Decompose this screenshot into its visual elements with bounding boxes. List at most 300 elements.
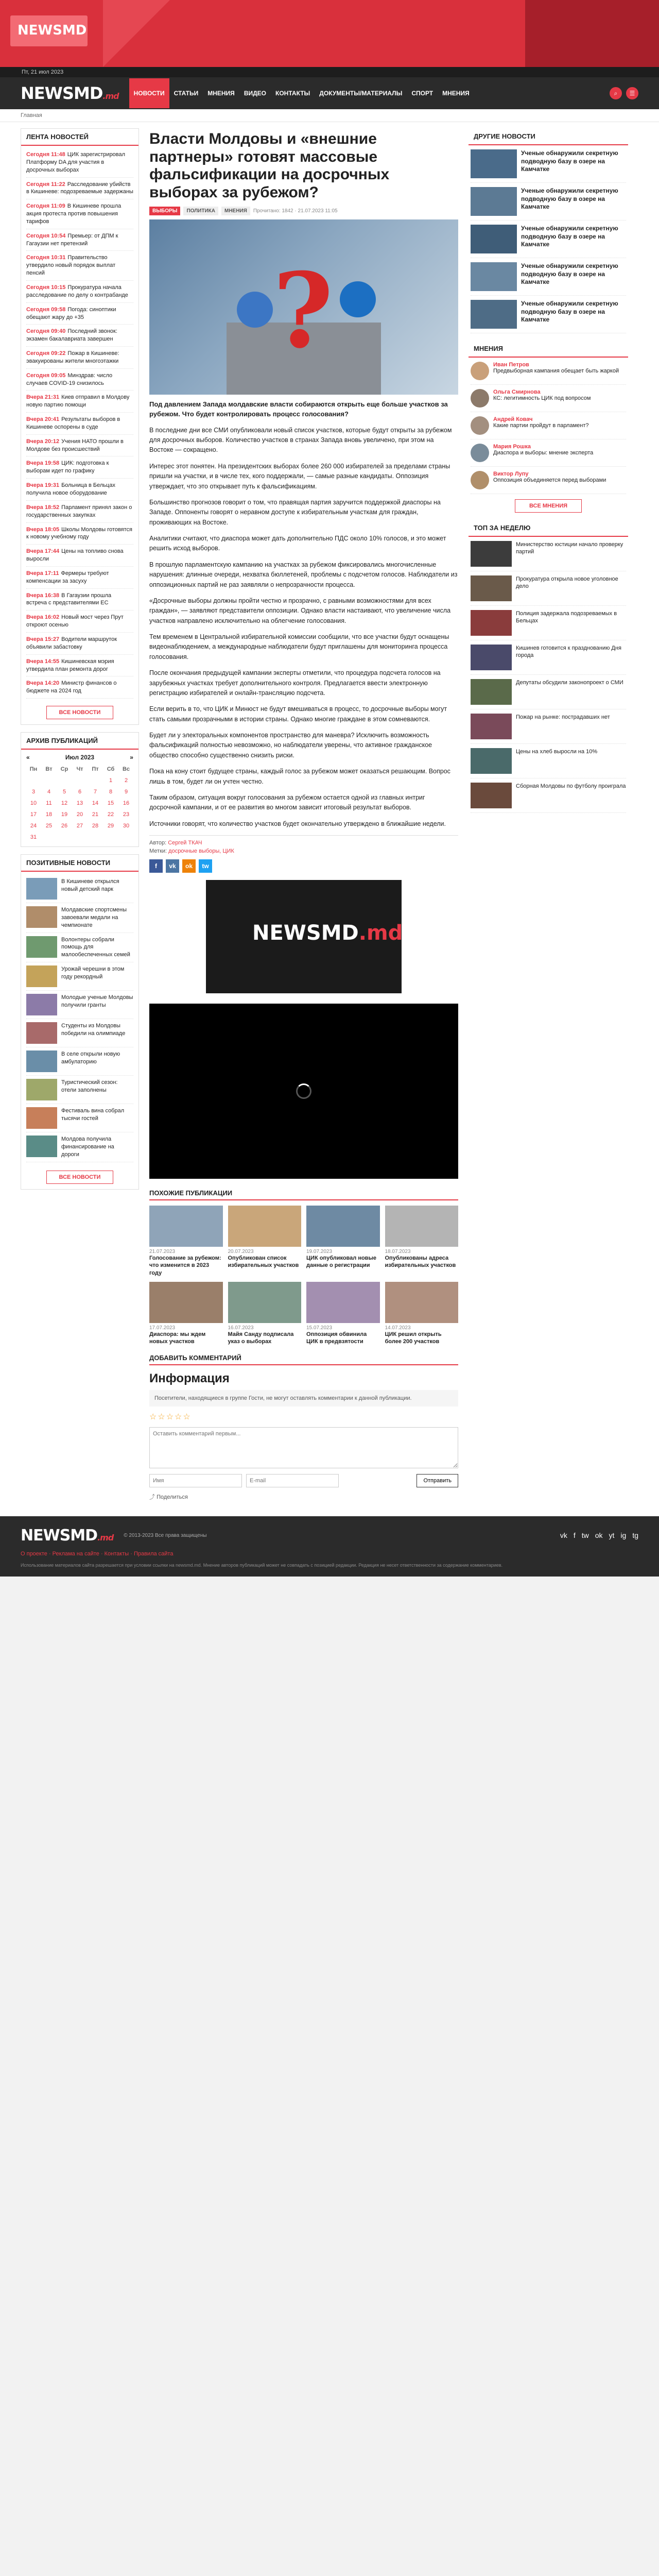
calendar-weekday: Сб <box>107 766 115 773</box>
news-time: Вчера 14:20 <box>26 680 60 687</box>
news-thumbnail <box>26 1107 57 1129</box>
date-bar <box>0 67 659 77</box>
list-item[interactable] <box>471 258 626 296</box>
article-tag[interactable]: ВЫБОРЫ <box>149 207 180 215</box>
news-headline: Результаты выборов в Кишиневе оспорены в суде <box>26 416 120 430</box>
news-headline: В Кишиневе прошла акция протеста против повышения тарифов <box>26 203 122 225</box>
nav-item[interactable]: НОВОСТИ <box>129 78 169 108</box>
calendar-blank <box>26 775 41 786</box>
opinion-text <box>493 444 593 462</box>
related-title-text: ЦИК решил открыть более 200 участков <box>385 1331 442 1345</box>
list-item[interactable] <box>26 1047 133 1076</box>
list-item[interactable] <box>471 145 626 183</box>
tags-label: Метки: <box>149 848 167 855</box>
news-headline: Ученые обнаружили секретную подводную базу в озере на Камчатке <box>521 149 618 173</box>
related-title-text: Голосование за рубежом: что изменится в 2023 году <box>149 1255 221 1276</box>
f-icon[interactable]: f <box>573 1531 576 1540</box>
opinion-text <box>493 362 619 380</box>
article-paragraph: В прошлую парламентскую кампанию на участках за рубежом фиксировались многочисленные нарушения: длинные очереди, нехватка бюллетеней, проблемы с подсчетом голосов. Наблюдатели из оппозиционных партий не раз заявляли о непрозрачности процесса. <box>149 561 458 588</box>
calendar-day[interactable]: 9 <box>124 789 128 795</box>
calendar-day[interactable]: 18 <box>45 811 53 818</box>
search-icon[interactable]: ⌕ <box>610 87 622 99</box>
list-item[interactable] <box>471 358 626 385</box>
news-thumbnail <box>471 748 512 774</box>
calendar-next-button[interactable]: » <box>130 754 133 761</box>
calendar-day[interactable]: 29 <box>107 823 114 829</box>
calendar-grid <box>26 764 133 842</box>
top-banner[interactable] <box>0 0 659 67</box>
menu-icon[interactable]: ☰ <box>626 87 638 99</box>
list-item[interactable] <box>26 501 133 523</box>
calendar-day[interactable]: 12 <box>61 800 68 807</box>
news-thumbnail <box>471 187 517 216</box>
footer-links[interactable]: О проекте · Реклама на сайте · Контакты · Правила сайта <box>21 1550 174 1557</box>
add-comment-title: ДОБАВИТЬ КОММЕНТАРИЙ <box>149 1354 458 1365</box>
related-thumbnail <box>385 1282 459 1323</box>
list-item[interactable] <box>26 523 133 545</box>
opinion-author: Андрей Ковач <box>493 416 533 422</box>
list-item[interactable] <box>26 391 133 413</box>
all-news-button[interactable]: ВСЕ НОВОСТИ <box>46 706 113 719</box>
calendar-day[interactable]: 2 <box>124 777 128 784</box>
related-title-text: Диаспора: мы ждем новых участков <box>149 1331 206 1345</box>
news-headline: Правительство утвердило новый порядок выплат пенсий <box>26 255 116 277</box>
ig-icon[interactable]: ig <box>620 1531 627 1540</box>
list-item[interactable] <box>26 962 133 991</box>
related-card[interactable] <box>149 1282 223 1346</box>
news-headline: Ученые обнаружили секретную подводную базу в озере на Камчатке <box>521 225 618 248</box>
news-headline: Молдова получила финансирование на дороги <box>61 1136 114 1158</box>
news-headline: Фестиваль вина собрал тысячи гостей <box>61 1108 125 1122</box>
news-time: Вчера 15:27 <box>26 636 60 642</box>
related-date: 15.07.2023 <box>306 1325 333 1331</box>
share-row <box>149 859 458 873</box>
calendar-day[interactable]: 19 <box>61 811 68 818</box>
promo-logo-main: NEWSMD <box>252 921 359 945</box>
list-item[interactable] <box>26 199 133 229</box>
related-card[interactable] <box>228 1206 302 1277</box>
related-title-text: Оппозиция обвинила ЦИК в предвзятости <box>306 1331 367 1345</box>
news-headline: Прокуратура начала расследование по делу о контрабанде <box>26 284 128 298</box>
news-headline: Парламент принял закон о государственных закупках <box>26 504 132 518</box>
calendar-day[interactable]: 20 <box>76 811 83 818</box>
list-item[interactable] <box>26 676 133 699</box>
hero-nato-flag <box>340 281 376 317</box>
info-message: Посетители, находящиеся в группе Гости, не могут оставлять комментарии к данной публикации. <box>149 1390 458 1406</box>
list-item[interactable] <box>471 537 626 571</box>
news-thumbnail <box>26 1050 57 1072</box>
calendar-day[interactable]: 31 <box>30 834 37 841</box>
news-time: Сегодня 09:40 <box>26 328 66 335</box>
positive-news-title: ПОЗИТИВНЫЕ НОВОСТИ <box>21 855 138 872</box>
calendar-weekday: Чт <box>76 766 83 773</box>
calendar-day[interactable]: 6 <box>78 789 82 795</box>
list-item[interactable] <box>471 744 626 778</box>
list-item[interactable] <box>26 589 133 611</box>
news-headline: Кишинев готовится к празднованию Дня города <box>516 645 621 659</box>
news-headline: Школы Молдовы готовятся к новому учебному году <box>26 526 132 540</box>
calendar-day[interactable]: 24 <box>30 823 37 829</box>
news-thumbnail <box>26 994 57 1015</box>
related-card[interactable] <box>306 1282 380 1346</box>
news-time: Вчера 20:41 <box>26 416 60 423</box>
calendar-day[interactable]: 28 <box>92 823 99 829</box>
archive-calendar <box>21 750 138 846</box>
opinion-author: Иван Петров <box>493 362 529 368</box>
article-paragraph: «Досрочные выборы должны пройти честно и прозрачно, с равными возможностями для всех граждан», — заявляют представители оппозиции. Однако власти настаивают, что увеличение числа участков направлено исключительно на облегчение голосования. <box>149 597 451 624</box>
news-thumbnail <box>26 936 57 958</box>
related-title-text: Опубликованы адреса избирательных участков <box>385 1255 456 1269</box>
author-link[interactable]: Сергей ТКАЧ <box>168 840 202 846</box>
logo-tld: .md <box>102 91 119 101</box>
list-item[interactable] <box>471 467 626 494</box>
other-news-title: ДРУГИЕ НОВОСТИ <box>469 128 628 145</box>
news-time: Сегодня 11:22 <box>26 181 65 188</box>
news-headline: ЦИК: подготовка к выборам идет по графику <box>26 460 109 474</box>
opinion-author: Виктор Лупу <box>493 471 529 477</box>
list-item[interactable] <box>26 611 133 633</box>
header-icons <box>610 87 638 99</box>
banner-shape <box>103 0 170 67</box>
vk-icon[interactable]: vk <box>560 1531 567 1540</box>
related-title-text: Майя Санду подписала указ о выборах <box>228 1331 294 1345</box>
list-item[interactable] <box>26 875 133 903</box>
name-field[interactable] <box>149 1474 242 1487</box>
list-item[interactable] <box>471 709 626 744</box>
all-opinions-button[interactable]: ВСЕ МНЕНИЯ <box>515 499 582 513</box>
logo-main-text: NEWSMD <box>21 83 103 103</box>
opinion-text <box>493 471 606 489</box>
opinion-headline: Оппозиция объединяется перед выборами <box>493 477 606 483</box>
news-thumbnail <box>471 149 517 178</box>
list-item[interactable] <box>26 413 133 435</box>
news-headline: Ученые обнаружили секретную подводную базу в озере на Камчатке <box>521 187 618 211</box>
positive-news-panel <box>21 854 139 1190</box>
nav-item[interactable]: ДОКУМЕНТЫ/МАТЕРИАЛЫ <box>319 90 403 97</box>
news-headline: Ученые обнаружили секретную подводную базу в озере на Камчатке <box>521 300 618 324</box>
list-item[interactable] <box>26 178 133 200</box>
ok-icon[interactable]: ok <box>595 1531 603 1540</box>
news-thumbnail <box>26 1022 57 1044</box>
list-item[interactable] <box>26 1076 133 1104</box>
news-headline: Учения НАТО прошли в Молдове без происшествий <box>26 438 124 452</box>
submit-comment-button[interactable]: Отправить <box>417 1474 458 1487</box>
opinions-list <box>469 358 628 494</box>
news-headline: ЦИК зарегистрировал Платформу DA для участия в досрочных выборах <box>26 151 126 173</box>
article-paragraph: Таким образом, ситуация вокруг голосования за рубежом остается одной из главных интриг досрочной кампании, и от ее развития во многом зависит итоговый результат выборов. <box>149 793 425 811</box>
article <box>149 128 458 1501</box>
article-paragraph: Будет ли у электоральных компонентов пространство для маневра? Исключить возможность фальсификаций полностью невозможно, но наблюдатели уверены, что активное гражданское общество способно существенно снизить риски. <box>149 732 432 759</box>
list-item[interactable] <box>26 655 133 677</box>
related-card[interactable] <box>385 1282 459 1346</box>
list-item[interactable] <box>26 456 133 479</box>
list-item[interactable] <box>26 229 133 251</box>
list-item[interactable] <box>26 903 133 933</box>
hero-question-mark: ? <box>273 250 334 371</box>
news-headline: Пожар на рынке: пострадавших нет <box>516 714 610 720</box>
list-item[interactable] <box>471 606 626 640</box>
list-item[interactable] <box>26 633 133 655</box>
article-tag[interactable]: МНЕНИЯ <box>221 207 250 215</box>
news-headline: Цены на хлеб выросли на 10% <box>516 749 598 755</box>
list-item[interactable] <box>471 183 626 221</box>
article-title: Власти Молдовы и «внешние партнеры» готовят массовые фальсификации на досрочных выборах за рубежом? <box>149 130 390 201</box>
news-headline: Киев отправил в Молдову новую партию помощи <box>26 394 130 409</box>
list-item[interactable] <box>26 991 133 1019</box>
news-time: Сегодня 09:58 <box>26 306 66 313</box>
list-item[interactable] <box>471 640 626 675</box>
opinion-text <box>493 416 589 435</box>
article-paragraph: Пока на кону стоит будущее страны, каждый голос за рубежом может оказаться решающим. Вопрос лишь в том, будет ли он учтен честно. <box>149 768 450 785</box>
site-footer <box>0 1516 659 1577</box>
opinion-author: Ольга Смирнова <box>493 389 541 395</box>
list-item[interactable] <box>26 251 133 281</box>
list-item[interactable] <box>471 296 626 333</box>
article-footer: Автор: Сергей ТКАЧ Метки: досрочные выборы, ЦИК <box>149 835 458 854</box>
news-headline: Больница в Бельцах получила новое оборудование <box>26 482 115 496</box>
top-week-list <box>469 537 628 813</box>
list-item[interactable] <box>26 933 133 963</box>
main-nav <box>129 78 474 108</box>
promo-banner[interactable] <box>206 880 402 993</box>
list-item[interactable] <box>26 545 133 567</box>
list-item[interactable] <box>471 675 626 709</box>
news-headline: Министр финансов о бюджете на 2024 год <box>26 680 117 694</box>
news-thumbnail <box>471 541 512 567</box>
calendar-day[interactable]: 26 <box>61 823 68 829</box>
yt-icon[interactable]: yt <box>609 1531 615 1540</box>
news-time: Сегодня 10:54 <box>26 232 66 239</box>
list-item[interactable] <box>471 571 626 606</box>
site-header <box>0 77 659 109</box>
news-headline: Водители маршруток объявили забастовку <box>26 636 117 650</box>
list-item[interactable] <box>26 369 133 391</box>
breadcrumb <box>0 109 659 122</box>
news-headline: Премьер: от ДПМ к Гагаузии нет претензий <box>26 232 118 247</box>
related-thumbnail <box>306 1282 380 1323</box>
calendar-day[interactable]: 23 <box>123 811 130 818</box>
news-time: Вчера 21:31 <box>26 394 60 401</box>
calendar-weekday: Вс <box>122 766 130 773</box>
news-time: Вчера 19:31 <box>26 482 60 489</box>
article-paragraph: Тем временем в Центральной избирательной комиссии сообщили, что все участки будут оснащены видеонаблюдением, а международные наблюдатели будут приглашены для мониторинга процесса голосования. <box>149 633 449 660</box>
tg-icon[interactable]: tg <box>632 1531 638 1540</box>
calendar-day[interactable]: 3 <box>31 789 36 795</box>
rating-stars[interactable]: ☆☆☆☆☆ <box>149 1412 192 1421</box>
related-date: 20.07.2023 <box>228 1249 254 1255</box>
promo-logo <box>252 921 403 945</box>
related-date: 19.07.2023 <box>306 1249 333 1255</box>
news-time: Вчера 18:05 <box>26 526 60 533</box>
positive-all-button[interactable]: ВСЕ НОВОСТИ <box>46 1171 113 1184</box>
list-item[interactable] <box>26 479 133 501</box>
avatar <box>471 389 489 408</box>
news-headline: Кишиневская мэрия утвердила план ремонта дорог <box>26 658 114 672</box>
calendar-day[interactable]: 30 <box>123 823 130 829</box>
list-item[interactable] <box>26 347 133 369</box>
news-thumbnail <box>471 300 517 329</box>
site-logo[interactable] <box>21 83 119 103</box>
calendar-blank <box>42 775 56 786</box>
news-time: Вчера 16:02 <box>26 614 60 621</box>
footer-logo[interactable] <box>21 1527 113 1545</box>
banner-shape-right <box>525 0 659 67</box>
news-thumbnail <box>471 225 517 253</box>
calendar-blank <box>88 775 102 786</box>
related-thumbnail <box>228 1282 302 1323</box>
vk-share-icon[interactable]: vk <box>166 859 179 873</box>
news-time: Вчера 14:55 <box>26 658 60 665</box>
news-time: Вчера 16:38 <box>26 592 60 599</box>
article-tag[interactable]: ПОЛИТИКА <box>183 207 218 215</box>
tw-icon[interactable]: tw <box>581 1531 589 1540</box>
article-hero-image <box>149 219 458 395</box>
nav-item[interactable]: ВИДЕО <box>244 90 266 97</box>
nav-item[interactable]: МНЕНИЯ <box>442 90 470 97</box>
list-item[interactable] <box>471 385 626 412</box>
related-thumbnail <box>385 1206 459 1247</box>
hero-eu-flag <box>237 292 273 328</box>
related-card[interactable] <box>385 1206 459 1277</box>
list-item[interactable] <box>471 778 626 813</box>
related-thumbnail <box>228 1206 302 1247</box>
related-date: 18.07.2023 <box>385 1249 411 1255</box>
news-headline: Министерство юстиции начало проверку партий <box>516 541 623 555</box>
list-item[interactable] <box>471 412 626 439</box>
tw-share-icon[interactable]: tw <box>199 859 212 873</box>
list-item[interactable] <box>26 1132 133 1162</box>
article-paragraph: Аналитики считают, что диаспора может дать дополнительно ПДС около 10% голосов, и это может решить исход выборов. <box>149 535 446 552</box>
news-time: Вчера 18:52 <box>26 504 60 511</box>
news-headline: Сборная Молдовы по футболу проиграла <box>516 783 626 789</box>
calendar-day[interactable]: 13 <box>76 800 83 807</box>
news-time: Вчера 19:58 <box>26 460 60 467</box>
nav-item[interactable]: МНЕНИЯ <box>207 90 235 97</box>
footer-logo-main: NEWSMD <box>21 1526 98 1545</box>
related-card[interactable] <box>149 1206 223 1277</box>
video-player[interactable] <box>149 1004 458 1179</box>
related-title-text: ЦИК опубликовал новые данные о регистрации <box>306 1255 376 1269</box>
email-field[interactable] <box>246 1474 339 1487</box>
top-week-panel <box>469 520 628 813</box>
article-meta: Прочитано: 1842 · 21.07.2023 11:05 <box>253 208 338 214</box>
article-tag-list[interactable]: досрочные выборы, ЦИК <box>168 848 234 855</box>
article-tags <box>149 207 458 215</box>
calendar-day[interactable]: 14 <box>92 800 99 807</box>
news-headline: Студенты из Молдовы победили на олимпиаде <box>61 1023 126 1037</box>
calendar-day[interactable]: 17 <box>30 811 37 818</box>
calendar-day[interactable]: 1 <box>109 777 113 784</box>
list-item[interactable] <box>471 221 626 258</box>
footer-copyright: © 2013-2023 Все права защищены <box>124 1532 207 1538</box>
calendar-day[interactable]: 22 <box>107 811 114 818</box>
related-thumbnail <box>149 1282 223 1323</box>
news-time: Сегодня 10:31 <box>26 255 66 261</box>
latest-news-title: ЛЕНТА НОВОСТЕЙ <box>21 129 138 146</box>
calendar-day[interactable]: 7 <box>93 789 97 795</box>
news-thumbnail <box>471 262 517 291</box>
nav-item[interactable]: СПОРТ <box>411 90 433 97</box>
article-body <box>149 426 458 829</box>
breadcrumb-home[interactable]: Главная <box>21 112 42 118</box>
news-thumbnail <box>471 610 512 636</box>
news-headline: Молодые ученые Молдовы получили гранты <box>61 994 133 1008</box>
list-item[interactable] <box>26 567 133 589</box>
info-heading: Информация <box>149 1371 230 1385</box>
list-item[interactable] <box>26 435 133 457</box>
news-headline: Ученые обнаружили секретную подводную базу в озере на Камчатке <box>521 262 618 286</box>
news-headline: В Гагаузии прошла встреча с представителями ЕС <box>26 592 112 606</box>
calendar-weekday: Пт <box>92 766 99 773</box>
related-date: 16.07.2023 <box>228 1325 254 1331</box>
share-link[interactable]: ⤴ Поделиться <box>149 1494 188 1500</box>
related-title-text: Опубликован список избирательных участков <box>228 1255 299 1269</box>
related-date: 14.07.2023 <box>385 1325 411 1331</box>
related-card[interactable] <box>228 1282 302 1346</box>
nav-item[interactable]: КОНТАКТЫ <box>275 90 310 97</box>
avatar <box>471 444 489 462</box>
list-item[interactable] <box>26 148 133 178</box>
list-item[interactable] <box>26 325 133 347</box>
news-headline: Депутаты обсудили законопроект о СМИ <box>516 680 623 686</box>
other-news-list <box>469 145 628 333</box>
news-headline: Расследование убийств в Кишиневе: подозреваемые задержаны <box>26 181 133 195</box>
calendar-day[interactable]: 5 <box>62 789 66 795</box>
calendar-day[interactable]: 11 <box>46 800 52 807</box>
other-news-panel <box>469 128 628 333</box>
list-item[interactable] <box>26 1104 133 1132</box>
news-headline: Цены на топливо снова выросли <box>26 548 124 563</box>
f-share-icon[interactable]: f <box>149 859 163 873</box>
calendar-blank <box>73 775 87 786</box>
list-item[interactable] <box>26 281 133 303</box>
calendar-day[interactable]: 10 <box>30 800 37 807</box>
right-sidebar <box>469 128 628 1501</box>
calendar-prev-button[interactable]: « <box>26 754 30 761</box>
related-grid <box>149 1206 458 1345</box>
news-thumbnail <box>471 645 512 670</box>
related-title: ПОХОЖИЕ ПУБЛИКАЦИИ <box>149 1189 458 1200</box>
calendar-day[interactable]: 8 <box>109 789 113 795</box>
article-paragraph: Интерес этот понятен. На президентских выборах более 260 000 избирателей за пределами страны пришли на участки, и в числе тех, кого поддержали, — самые разные кандидаты. Оппозиция утверждает, что это открывает путь к фальсификациям. <box>149 462 450 490</box>
related-card[interactable] <box>306 1206 380 1277</box>
list-item[interactable] <box>471 439 626 467</box>
calendar-day[interactable]: 4 <box>47 789 51 795</box>
opinions-panel <box>469 341 628 513</box>
share-label: Поделиться <box>157 1494 188 1500</box>
calendar-month: Июл 2023 <box>65 754 95 761</box>
calendar-day[interactable]: 27 <box>76 823 83 829</box>
comment-input[interactable] <box>149 1427 458 1468</box>
avatar <box>471 362 489 380</box>
news-headline: В селе открыли новую амбулаторию <box>61 1051 120 1065</box>
opinion-headline: Диаспора и выборы: мнение эксперта <box>493 450 594 456</box>
calendar-weekday: Ср <box>60 766 68 773</box>
latest-news-list <box>21 146 138 701</box>
nav-item[interactable]: СТАТЬИ <box>174 90 199 97</box>
archive-panel <box>21 732 139 847</box>
calendar-day[interactable]: 21 <box>92 811 99 818</box>
news-thumbnail <box>471 714 512 739</box>
ok-share-icon[interactable]: ok <box>182 859 196 873</box>
list-item[interactable] <box>26 303 133 325</box>
news-headline: Пожар в Кишиневе: эвакуированы жители многоэтажки <box>26 350 119 364</box>
calendar-day[interactable]: 25 <box>45 823 53 829</box>
calendar-day[interactable]: 16 <box>123 800 130 807</box>
calendar-day[interactable]: 15 <box>107 800 114 807</box>
news-thumbnail <box>26 878 57 900</box>
list-item[interactable] <box>26 1019 133 1047</box>
